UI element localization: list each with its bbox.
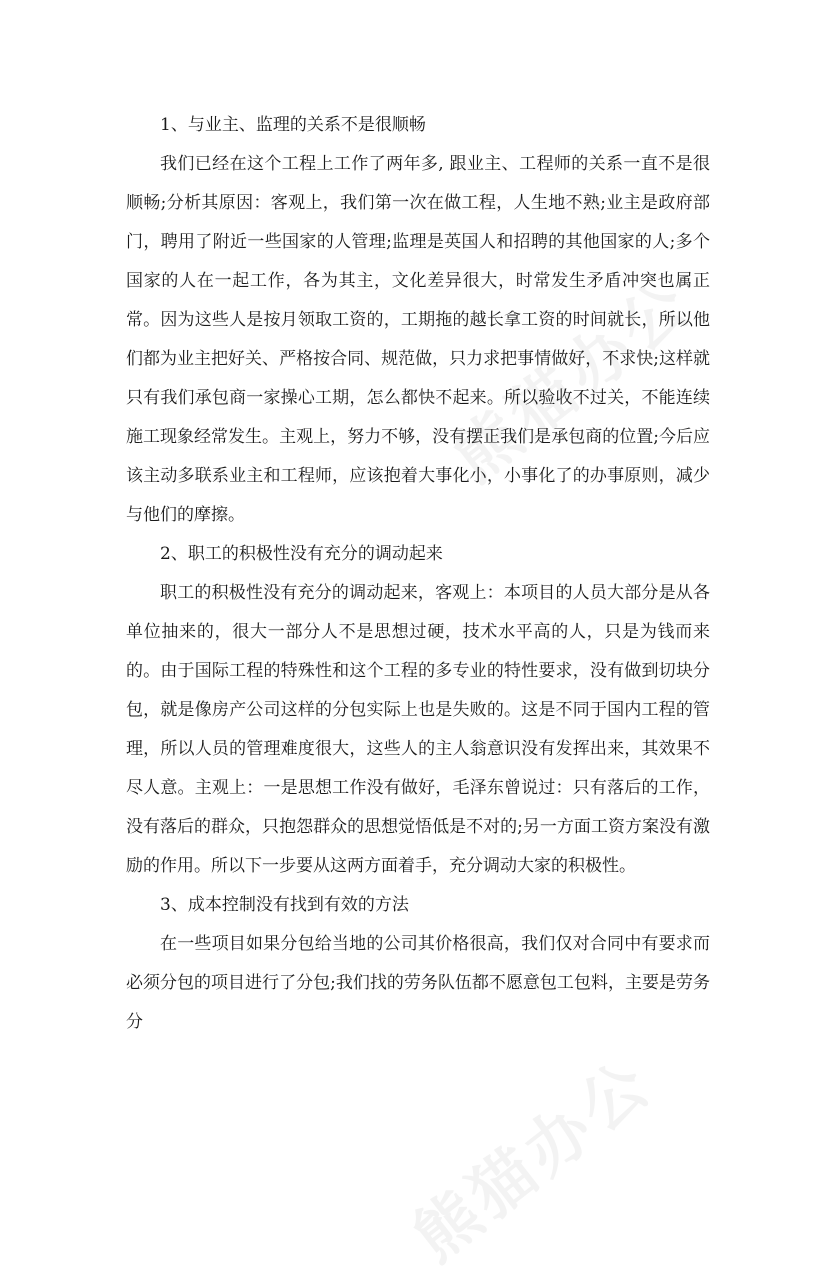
document-body xyxy=(126,106,710,1042)
section-heading-1: 1、与业主、监理的关系不是很顺畅 xyxy=(160,115,426,135)
section-paragraph-2: 职工的积极性没有充分的调动起来，客观上：本项目的人员大部分是从各单位抽来的，很大一部分人不是思想过硬，技术水平高的人，只是为钱而来的。由于国际工程的特殊性和这个工程的多专业的特性要求，没有做到切块分包，就是像房产公司这样的分包实际上也是失败的。这是不同于国内工程的管理，所以人员的管理难度很大，这些人的主人翁意识没有发挥出来，其效果不尽人意。主观上：一是思想工作没有做好，毛泽东曾说过：只有落后的工作，没有落后的群众，只抱怨群众的思想觉悟低是不对的;另一方面工资方案没有激励的作用。所以下一步要从这两方面着手，充分调动大家的积极性。 xyxy=(126,583,710,876)
section-paragraph-1: 我们已经在这个工程上工作了两年多, 跟业主、工程师的关系一直不是很顺畅;分析其原因：客观上，我们第一次在做工程，人生地不熟;业主是政府部门，聘用了附近一些国家的人管理;监理是英国人和招聘的其他国家的人;多个国家的人在一起工作，各为其主，文化差异很大，时常发生矛盾冲突也属正常。因为这些人是按月领取工资的，工期拖的越长拿工资的时间就长，所以他们都为业主把好关、严格按合同、规范做，只力求把事情做好，不求快;这样就只有我们承包商一家操心工期，怎么都快不起来。所以验收不过关，不能连续施工现象经常发生。主观上，努力不够，没有摆正我们是承包商的位置;今后应该主动多联系业主和工程师，应该抱着大事化小，小事化了的办事原则，减少与他们的摩擦。 xyxy=(126,154,710,525)
section-heading-2: 2、职工的积极性没有充分的调动起来 xyxy=(160,544,443,564)
section-heading-3: 3、成本控制没有找到有效的方法 xyxy=(160,895,409,915)
section-paragraph-3: 在一些项目如果分包给当地的公司其价格很高，我们仅对合同中有要求而必须分包的项目进行了分包;我们找的劳务队伍都不愿意包工包料，主要是劳务分 xyxy=(126,934,710,1032)
watermark xyxy=(391,1034,668,1278)
